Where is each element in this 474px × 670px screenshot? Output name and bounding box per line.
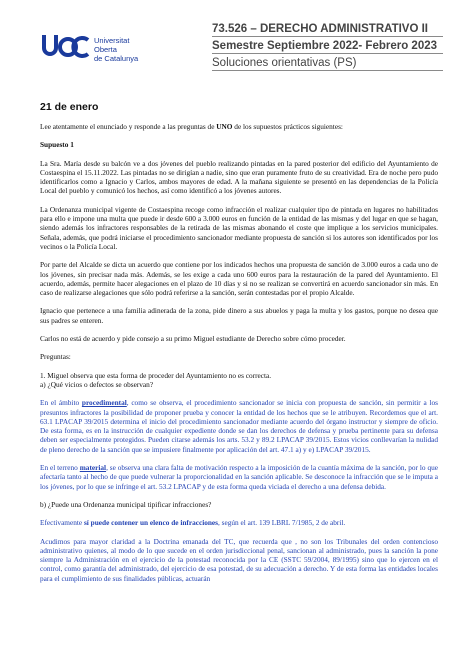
question-1a: a) ¿Qué vicios o defectos se observan? <box>40 379 154 389</box>
answer-ordinance: Efectivamente sí puede contener un elenco de infracciones, según el art. 139 LBRL 7/1985, 2 de abril. <box>40 518 346 528</box>
case-paragraph: La Ordenanza municipal vigente de Costaespina recoge como infracción el realizar cualquier tipo de pintada en lugares no habilitados para ello e impone una multa que puede ir desde 600 a 3.000 euros en función de la entidad de las mismas y del lugar en que se hagan, siendo además los infractores responsables de la retirada de las mismas abonando el coste que implique a los servicios municipales. Señala, además, que podrá iniciarse el procedimiento sancionador mediante propuesta de sanción si los autores son identificados por los vecinos o la Policía Local. <box>40 204 438 251</box>
case-paragraph: Carlos no está de acuerdo y pide consejo a su primo Miguel estudiante de Derecho sobre cómo proceder. <box>40 334 346 344</box>
uoc-logo-mark <box>40 32 90 62</box>
case-paragraph: La Sra. María desde su balcón ve a dos jóvenes del pueblo realizando pintadas en la pared posterior del edificio del Ayuntamiento de Costaespina el 15.11.2022. Las pintadas no se dirigían a nadie, sino que eran puramente fruto de su creatividad. Era de noche pero pudo identificarlos como a Ignacio y Carlos, ambos mayores de edad. A la mañana siguiente se presentó en las dependencias de la Policía Local del pueblo y comunicó los hechos, así como identificó a los jóvenes autores. <box>40 158 438 196</box>
course-heading <box>212 22 443 73</box>
case-title: Supuesto 1 <box>40 140 74 150</box>
case-paragraph: Ignacio que pertenece a una familia adinerada de la zona, pide dinero a sus abuelos y paga la multa y los gastos, porque no desea que sus padres se enteren. <box>40 306 438 325</box>
questions-label: Preguntas: <box>40 352 71 362</box>
university-name: Universitat Oberta de Catalunya <box>94 36 139 63</box>
answer-doctrine: Acudimos para mayor claridad a la Doctrina emanada del TC, que recuerda que , no son los Tribunales del orden contencioso administrativo quienes, al modo de lo que sucede en el orden jurisdiccional penal, sancionan al administrado, pues la sanción la pone siempre la Administración en el ejercicio de la potestad reconocida por la CE (SSTC 59/2004, 89/1995) sino que lo ejercen en el control, como garantía del administrado, del ejercicio de esa potestad, de su adecuación a derecho. Y de esta forma las entidades locales para el cumplimiento de sus finalidades públicas, actuarán <box>40 536 438 583</box>
document-header <box>40 22 440 82</box>
answer-procedural: En el ámbito procedimental, como se observa, el procedimiento sancionador se inicia con propuesta de sanción, sin permitir a los presuntos infractores la posibilidad de proponer prueba y conocer la entidad de los hechos que se le atribuyen. Recordemos que el art. 63.1 LPACAP 39/2015 determina el inicio del procedimiento sancionador mediante acuerdo del órgano instructor y siempre de oficio. De esta forma, es en la instrucción de cualquier expediente donde se dan los derechos de defensa y prueba pertinente para su defensa deben ser especialmente protegidos. Pueden citarse además los arts. 53.2 y 89.2 LPACAP 39/2015. Estos vicios conllevarían la nulidad de pleno derecho de la sanción que se impusiere finalmente por aplicación del art. 47.1 a) y e) LPACAP 39/2015. <box>40 398 438 454</box>
exam-date: 21 de enero <box>40 101 99 113</box>
uoc-logo <box>40 32 200 68</box>
semester-line: Semestre Septiembre 2022- Febrero 2023 <box>212 39 443 54</box>
case-paragraph: Por parte del Alcalde se dicta un acuerdo que contiene por los indicados hechos una propuesta de sanción de 3.000 euros a cada uno de los jóvenes, sin precisar nada más. Además, se les exige a cada uno 600 euros para la restauración de la pared del Ayuntamiento. El acuerdo, además, permite hacer alegaciones en el plazo de 10 días y si no se realizan se convertirá en acuerdo sancionador sin más. En caso de realizarse alegaciones que sólo podrá referirse a la sanción, serán contestadas por el propio Alcalde. <box>40 260 438 298</box>
instructions: Lee atentamente el enunciado y responde a las preguntas de UNO de los supuestos prácticos siguientes: <box>40 122 343 131</box>
answer-material: En el terreno material, se observa una clara falta de motivación respecto a la imposición de la cuantía máxima de la sanción, por lo que afectaría tanto al hecho de que puede vulnerar la proporcionalidad en la sanción aplicable. Se desconoce la infracción que se le imputa a los jóvenes, por lo que se infringe el art. 53.2 LPACAP y de esta forma queda viciada el derecho a una defensa debida. <box>40 463 438 491</box>
document-subtitle: Soluciones orientativas (PS) <box>212 56 443 71</box>
question-1b: b) ¿Puede una Ordenanza municipal tipificar infracciones? <box>40 499 212 509</box>
question-1: 1. Miguel observa que esta forma de proceder del Ayuntamiento no es correcta. <box>40 370 272 380</box>
course-title: 73.526 – DERECHO ADMINISTRATIVO II <box>212 22 443 37</box>
document-body <box>40 122 438 592</box>
